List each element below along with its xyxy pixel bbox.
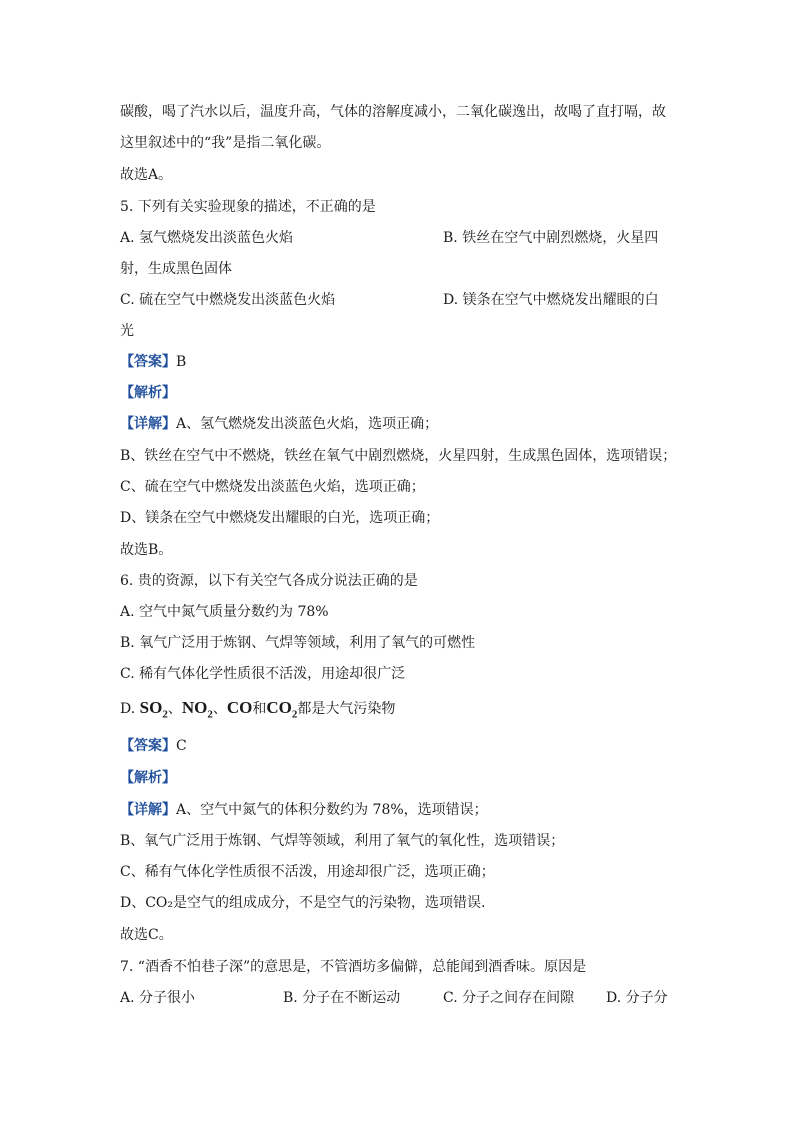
q5-option-a: A. 氢气燃烧发出淡蓝色火焰 [120, 230, 294, 246]
q6-option-c: C. 稀有气体化学性质很不活泼，用途却很广泛 [120, 666, 406, 682]
detail-text: A、氢气燃烧发出淡蓝色火焰，选项正确； [176, 416, 439, 432]
q6-option-b: B. 氧气广泛用于炼钢、气焊等领域，利用了氧气的可燃性 [120, 635, 476, 651]
q5-option-b-cont: 射，生成黑色固体 [120, 261, 232, 277]
answer-tag: 【答案】 [120, 738, 176, 754]
answer-5 [120, 352, 186, 372]
question-6: 6. 贵的资源，以下有关空气各成分说法正确的是 [120, 573, 418, 589]
q5-option-c: C. 硫在空气中燃烧发出淡蓝色火焰 [120, 292, 336, 308]
text-line: 这里叙述中的“我”是指二氧化碳。 [120, 135, 331, 151]
option-prefix: D. [120, 701, 136, 717]
q6-option-a: A. 空气中氮气质量分数约为 78% [120, 604, 329, 620]
text-line: 故选A。 [120, 167, 173, 183]
answer-value: B [176, 354, 187, 370]
separator: 、 [212, 701, 227, 717]
analysis-tag: 【解析】 [120, 385, 176, 401]
detail-5-a [120, 414, 438, 434]
answer-tag: 【答案】 [120, 354, 176, 370]
question-7: 7. “酒香不怕巷子深”的意思是，不管酒坊多偏僻，总能闻到酒香味。原因是 [120, 959, 587, 975]
q7-option-a: A. 分子很小 [120, 990, 196, 1006]
separator: 、 [167, 701, 182, 717]
q5-option-d-cont: 光 [120, 323, 134, 339]
detail-6-d: D、CO₂是空气的组成成分，不是空气的污染物，选项错误. [120, 895, 486, 911]
q5-option-d: D. 镁条在空气中燃烧发出耀眼的白 [443, 292, 659, 308]
detail-6-c: C、稀有气体化学性质很不活泼，用途却很广泛，选项正确； [120, 864, 495, 880]
option-suffix: 都是大气污染物 [297, 701, 396, 717]
formula-co: CO [226, 698, 253, 717]
formula-no2: $NO_2$ [181, 698, 213, 721]
q6-option-d [120, 698, 395, 724]
select-5: 故选B。 [120, 542, 173, 558]
answer-6 [120, 736, 187, 756]
detail-tag: 【详解】 [120, 802, 176, 818]
detail-5-d: D、镁条在空气中燃烧发出耀眼的白光，选项正确； [120, 510, 440, 526]
q5-option-b: B. 铁丝在空气中剧烈燃烧，火星四 [443, 230, 659, 246]
select-6: 故选C。 [120, 927, 173, 943]
q7-option-b: B. 分子在不断运动 [283, 990, 401, 1006]
question-5: 5. 下列有关实验现象的描述，不正确的是 [120, 199, 376, 215]
detail-6-a [120, 800, 488, 820]
q7-option-d: D. 分子分 [606, 990, 668, 1006]
text-line: 碳酸，喝了汽水以后，温度升高，气体的溶解度减小，二氧化碳逸出，故喝了直打嗝，故 [120, 104, 666, 120]
detail-text: A、空气中氮气的体积分数约为 78%，选项错误； [176, 802, 488, 818]
q7-option-c: C. 分子之间存在间隙 [443, 990, 575, 1006]
conjunction: 和 [252, 701, 267, 717]
detail-6-b: B、氧气广泛用于炼钢、气焊等领域，利用了氧气的氧化性，选项错误； [120, 833, 565, 849]
formula-so2: $SO_2$ [139, 698, 168, 721]
formula-co2: $CO_2$ [266, 698, 298, 721]
detail-5-c: C、硫在空气中燃烧发出淡蓝色火焰，选项正确； [120, 479, 425, 495]
answer-value: C [176, 738, 187, 754]
detail-tag: 【详解】 [120, 416, 176, 432]
detail-5-b: B、铁丝在空气中不燃烧，铁丝在氧气中剧烈燃烧，火星四射，生成黑色固体，选项错误； [120, 448, 677, 464]
analysis-tag: 【解析】 [120, 770, 176, 786]
